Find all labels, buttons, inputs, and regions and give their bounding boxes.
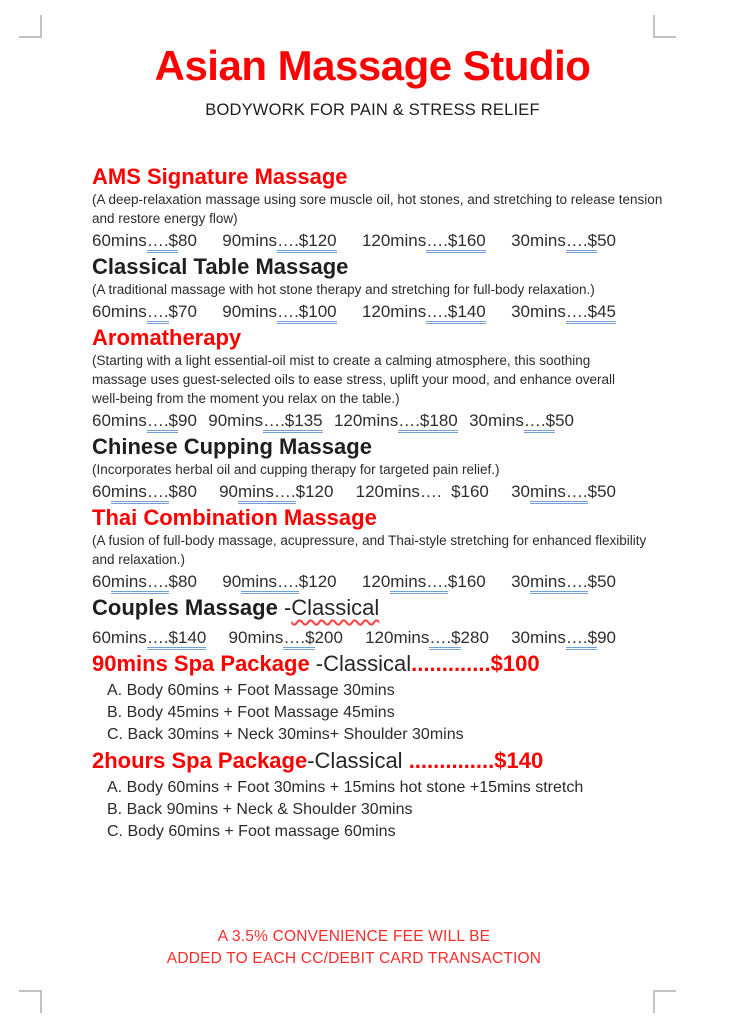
price-duration: 90mins: [222, 302, 278, 321]
price-amount: $50: [587, 482, 616, 501]
price-dots-grammar-underline: ….$140: [147, 628, 207, 650]
section-title-couples: [92, 595, 653, 621]
price-dots-grammar-underline: ….$180: [398, 411, 458, 433]
price-duration: 90: [219, 482, 239, 501]
price-duration: 120mins: [365, 628, 430, 647]
price-item: [229, 627, 343, 649]
price-row: [92, 571, 616, 593]
price-item: [222, 301, 336, 323]
price-duration: 120mins…. $160: [355, 482, 489, 501]
price-dots-grammar-underline: ….$: [147, 411, 178, 433]
section-title-part: Classical Table Massage: [92, 254, 349, 279]
menu-sections: [92, 164, 663, 843]
price-item: [92, 627, 206, 649]
price-amount: $120: [295, 482, 334, 501]
price-item: [362, 571, 486, 593]
price-dots-grammar-underline: ….$100: [277, 302, 337, 324]
section-title-package2h: [92, 748, 653, 774]
section-title-part: Aromatherapy: [92, 325, 242, 350]
price-duration: 120mins: [333, 411, 399, 430]
page-corner-mark-bottom-right: [653, 990, 676, 1013]
price-duration: 60: [92, 482, 111, 501]
price-amount: 280: [460, 628, 489, 647]
section-title-part: Chinese Cupping Massage: [92, 434, 372, 459]
section-description: [92, 460, 653, 479]
page-title: Asian Massage Studio: [154, 42, 591, 89]
price-dots-grammar-underline: mins….: [530, 482, 588, 504]
section-title-part: 2hours Spa Package: [92, 748, 308, 773]
price-duration: 30mins: [469, 411, 524, 430]
price-row: [92, 627, 616, 649]
package-option: B. Body 45mins + Foot Massage 45mins: [107, 704, 395, 721]
price-dots-grammar-underline: ….$45: [566, 302, 616, 324]
price-duration: 30mins: [511, 302, 566, 321]
price-item: [365, 627, 489, 649]
price-amount: 50: [555, 411, 574, 430]
menu-section-ams: [92, 164, 663, 252]
footer-notice: [92, 926, 616, 970]
price-row: [92, 230, 616, 252]
price-dots-grammar-underline: ….$: [566, 628, 597, 650]
price-item: [511, 230, 616, 252]
section-title-part: -Classical: [315, 651, 412, 676]
price-row: [92, 301, 616, 323]
price-amount: $160: [447, 572, 486, 591]
description-line: and restore energy flow): [92, 211, 238, 226]
price-dots-grammar-underline: mins….: [111, 572, 169, 594]
section-description: [92, 351, 653, 408]
section-title-cupping: [92, 434, 653, 460]
description-line: (A fusion of full-body massage, acupressure, and Thai-style stretching for enhanced flexibility: [92, 533, 647, 548]
price-duration: 60mins: [92, 302, 147, 321]
section-title-aromatherapy: [92, 325, 653, 351]
menu-section-thai: [92, 505, 653, 593]
price-amount: 50: [597, 231, 616, 250]
price-item: [222, 571, 336, 593]
section-description: [92, 280, 653, 299]
description-line: (A deep-relaxation massage using sore muscle oil, hot stones, and stretching to release tension: [92, 192, 663, 207]
price-dots-grammar-underline: ….$: [429, 628, 460, 650]
description-line: (A traditional massage with hot stone therapy and stretching for full-body relaxation.): [92, 282, 595, 297]
section-title-part: -Classical: [307, 748, 409, 773]
price-duration: 60mins: [92, 411, 147, 430]
section-title-package90: [92, 651, 653, 677]
price-item: [511, 627, 616, 649]
price-dots-grammar-underline: ….$135: [263, 411, 323, 433]
price-item: [208, 410, 322, 432]
price-item: [511, 481, 616, 503]
price-duration: 30: [511, 572, 530, 591]
price-duration: 90mins: [222, 231, 278, 250]
price-dots-grammar-underline: mins….: [238, 482, 296, 504]
price-dots-grammar-underline: ….: [147, 302, 169, 324]
price-duration: 60mins: [92, 231, 147, 250]
price-row: [92, 481, 616, 503]
price-duration: 90mins: [228, 628, 284, 647]
package-option: C. Back 30mins + Neck 30mins+ Shoulder 30mins: [107, 726, 464, 743]
section-title-part: -: [283, 595, 292, 620]
price-amount: 200: [314, 628, 343, 647]
price-duration: 120: [361, 572, 391, 591]
price-dots-grammar-underline: ….$160: [426, 231, 486, 253]
price-amount: $70: [168, 302, 197, 321]
price-dots-grammar-underline: ….$: [566, 231, 597, 253]
price-duration: 30mins: [511, 231, 566, 250]
section-description: [92, 531, 653, 569]
package-option: A. Body 60mins + Foot 30mins + 15mins hot stone +15mins stretch: [107, 779, 584, 796]
price-item: [469, 410, 574, 432]
footer-line-1: A 3.5% CONVENIENCE FEE WILL BE: [217, 928, 491, 945]
price-dots-grammar-underline: mins….: [390, 572, 448, 594]
price-duration: 120mins: [361, 231, 427, 250]
price-item: [511, 301, 616, 323]
price-amount: 90: [178, 411, 197, 430]
price-dots-grammar-underline: ….$: [283, 628, 314, 650]
price-item: [92, 230, 197, 252]
price-item: [334, 410, 458, 432]
price-duration: 90: [222, 572, 242, 591]
section-title-part: Classical: [291, 595, 380, 620]
package-option: A. Body 60mins + Foot Massage 30mins: [107, 682, 395, 699]
page-corner-mark-bottom-left: [19, 990, 42, 1013]
price-dots-grammar-underline: ….$140: [426, 302, 486, 324]
price-amount: $120: [298, 572, 337, 591]
package-option: C. Body 60mins + Foot massage 60mins: [107, 823, 396, 840]
price-dots-grammar-underline: mins….: [241, 572, 299, 594]
menu-section-package90: [92, 651, 653, 746]
menu-section-classical: [92, 254, 653, 323]
section-title-part: Thai Combination Massage: [92, 505, 377, 530]
price-duration: 30mins: [511, 628, 566, 647]
package-options: [92, 680, 653, 746]
section-title-part: 90mins Spa Package: [92, 651, 316, 676]
menu-section-package2h: [92, 748, 653, 843]
price-amount: 80: [178, 231, 197, 250]
section-title-part: Couples Massage: [92, 595, 284, 620]
section-title-ams: [92, 164, 653, 190]
price-item: [362, 301, 486, 323]
price-duration: 120mins: [361, 302, 427, 321]
menu-section-aromatherapy: [92, 325, 653, 432]
price-item: [356, 481, 489, 503]
package-option: B. Back 90mins + Neck & Shoulder 30mins: [107, 801, 413, 818]
package-options: [92, 777, 653, 843]
price-item: [222, 230, 336, 252]
price-item: [92, 301, 197, 323]
price-row: [92, 410, 574, 432]
price-amount: $80: [168, 572, 197, 591]
section-title-part: AMS Signature Massage: [92, 164, 348, 189]
page-corner-mark-top-left: [19, 15, 42, 38]
price-dots-grammar-underline: mins….: [530, 572, 588, 594]
price-item: [219, 481, 333, 503]
description-line: (Starting with a light essential-oil mist to create a calming atmosphere, this soothing: [92, 353, 591, 368]
menu-content: [92, 42, 663, 845]
price-item: [92, 481, 197, 503]
footer-line-2: ADDED TO EACH CC/DEBIT CARD TRANSACTION: [166, 950, 542, 967]
description-line: well-being from the moment you relax on the table.): [92, 391, 400, 406]
section-description: [92, 190, 663, 228]
price-item: [92, 410, 197, 432]
menu-section-cupping: [92, 434, 653, 503]
menu-section-couples: [92, 595, 653, 649]
price-duration: 60: [92, 572, 111, 591]
price-duration: 30: [511, 482, 530, 501]
section-title-classical: [92, 254, 653, 280]
price-dots-grammar-underline: ….$120: [277, 231, 337, 253]
price-duration: 90mins: [208, 411, 264, 430]
price-dots-grammar-underline: ….$: [524, 411, 555, 433]
section-title-part: ..............$140: [408, 748, 544, 773]
page-corner-mark-top-right: [653, 15, 676, 38]
price-dots-grammar-underline: ….$: [147, 231, 178, 253]
description-line: and relaxation.): [92, 552, 186, 567]
price-item: [362, 230, 486, 252]
price-amount: 90: [597, 628, 616, 647]
price-amount: $80: [168, 482, 197, 501]
price-dots-grammar-underline: mins….: [111, 482, 169, 504]
price-amount: $50: [587, 572, 616, 591]
section-title-thai: [92, 505, 653, 531]
description-line: (Incorporates herbal oil and cupping therapy for targeted pain relief.): [92, 462, 500, 477]
price-item: [92, 571, 197, 593]
price-duration: 60mins: [92, 628, 147, 647]
page-subtitle: BODYWORK FOR PAIN & STRESS RELIEF: [205, 101, 540, 119]
section-title-part: .............$100: [411, 651, 540, 676]
description-line: massage uses guest-selected oils to ease stress, uplift your mood, and enhance overall: [92, 372, 616, 387]
price-item: [511, 571, 616, 593]
